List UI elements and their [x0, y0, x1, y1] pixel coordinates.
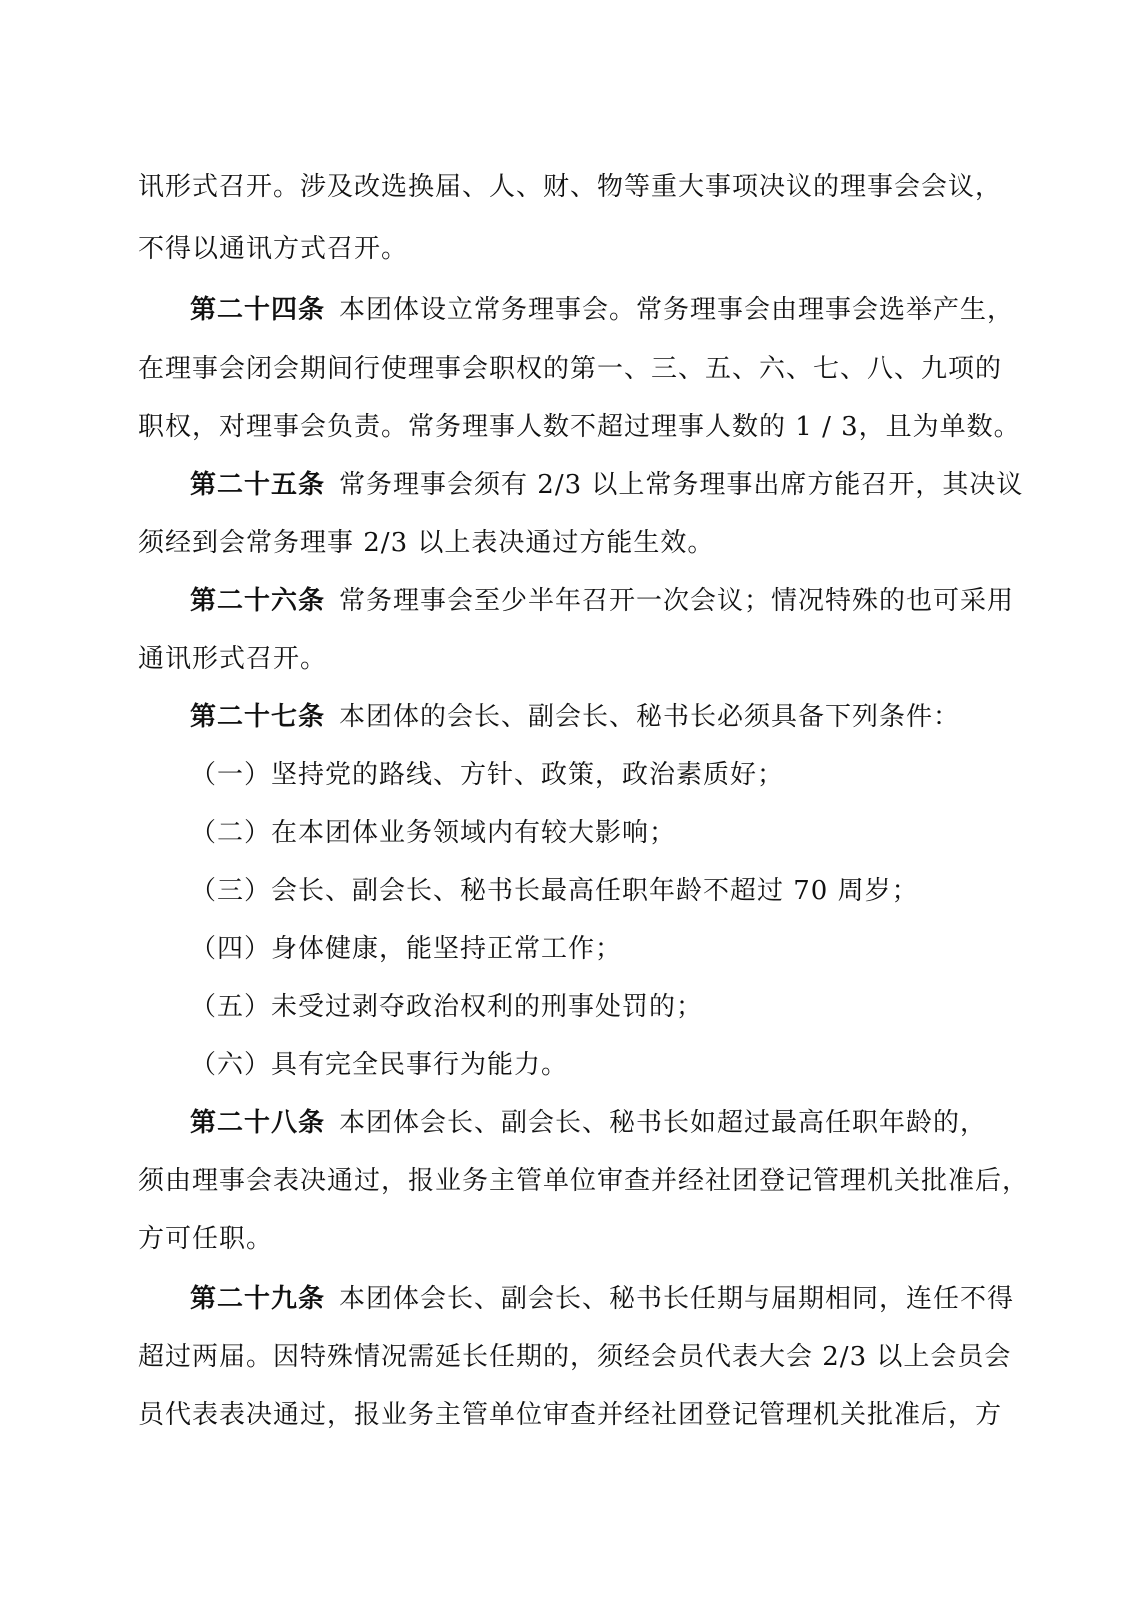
article-28-line-2: 须由理事会表决通过，报业务主管单位审查并经社团登记管理机关批准后， — [138, 1166, 1030, 1196]
article-26-line-2: 通讯形式召开。 — [138, 644, 328, 674]
list-item: （三）会长、副会长、秘书长最高任职年龄不超过 70 周岁； — [190, 876, 919, 906]
article-26-first-line — [190, 584, 1015, 618]
article-24-line-3: 职权，对理事会负责。常务理事人数不超过理事人数的 1 / 3，且为单数。 — [138, 412, 1021, 442]
article-text: 本团体会长、副会长、秘书长如超过最高任职年龄的， — [339, 1108, 988, 1138]
list-item: （六）具有完全民事行为能力。 — [190, 1050, 569, 1080]
article-24-line-2: 在理事会闭会期间行使理事会职权的第一、三、五、六、七、八、九项的 — [138, 354, 1003, 384]
article-29-first-line — [190, 1282, 1015, 1316]
article-label: 第二十六条 — [190, 586, 326, 616]
list-item: （五）未受过剥夺政治权利的刑事处罚的； — [190, 992, 704, 1022]
article-text: 本团体的会长、副会长、秘书长必须具备下列条件： — [339, 702, 961, 732]
continuation-line-2: 不得以通讯方式召开。 — [138, 234, 409, 264]
article-text: 常务理事会至少半年召开一次会议；情况特殊的也可采用 — [339, 586, 1015, 616]
article-29-line-3: 员代表表决通过，报业务主管单位审查并经社团登记管理机关批准后，方 — [138, 1400, 1003, 1430]
article-label: 第二十七条 — [190, 702, 326, 732]
list-item: （四）身体健康，能坚持正常工作； — [190, 934, 623, 964]
article-29-line-2: 超过两届。因特殊情况需延长任期的，须经会员代表大会 2/3 以上会员会 — [138, 1342, 1012, 1372]
article-28-line-3: 方可任职。 — [138, 1224, 274, 1254]
article-25-first-line — [190, 468, 1024, 502]
list-item: （二）在本团体业务领域内有较大影响； — [190, 818, 677, 848]
article-text: 本团体设立常务理事会。常务理事会由理事会选举产生， — [339, 295, 1015, 325]
article-27-first-line — [190, 700, 978, 734]
article-24-first-line — [190, 293, 1015, 327]
article-28-first-line — [190, 1106, 988, 1140]
list-item: （一）坚持党的路线、方针、政策，政治素质好； — [190, 760, 785, 790]
continuation-line-1: 讯形式召开。涉及改选换届、人、财、物等重大事项决议的理事会会议， — [138, 172, 1003, 202]
article-label: 第二十九条 — [190, 1284, 326, 1314]
article-label: 第二十五条 — [190, 470, 326, 500]
article-text: 常务理事会须有 2/3 以上常务理事出席方能召开，其决议 — [339, 470, 1024, 500]
article-label: 第二十四条 — [190, 295, 326, 325]
article-text: 本团体会长、副会长、秘书长任期与届期相同，连任不得 — [339, 1284, 1015, 1314]
article-label: 第二十八条 — [190, 1108, 326, 1138]
article-25-line-2: 须经到会常务理事 2/3 以上表决通过方能生效。 — [138, 528, 715, 558]
